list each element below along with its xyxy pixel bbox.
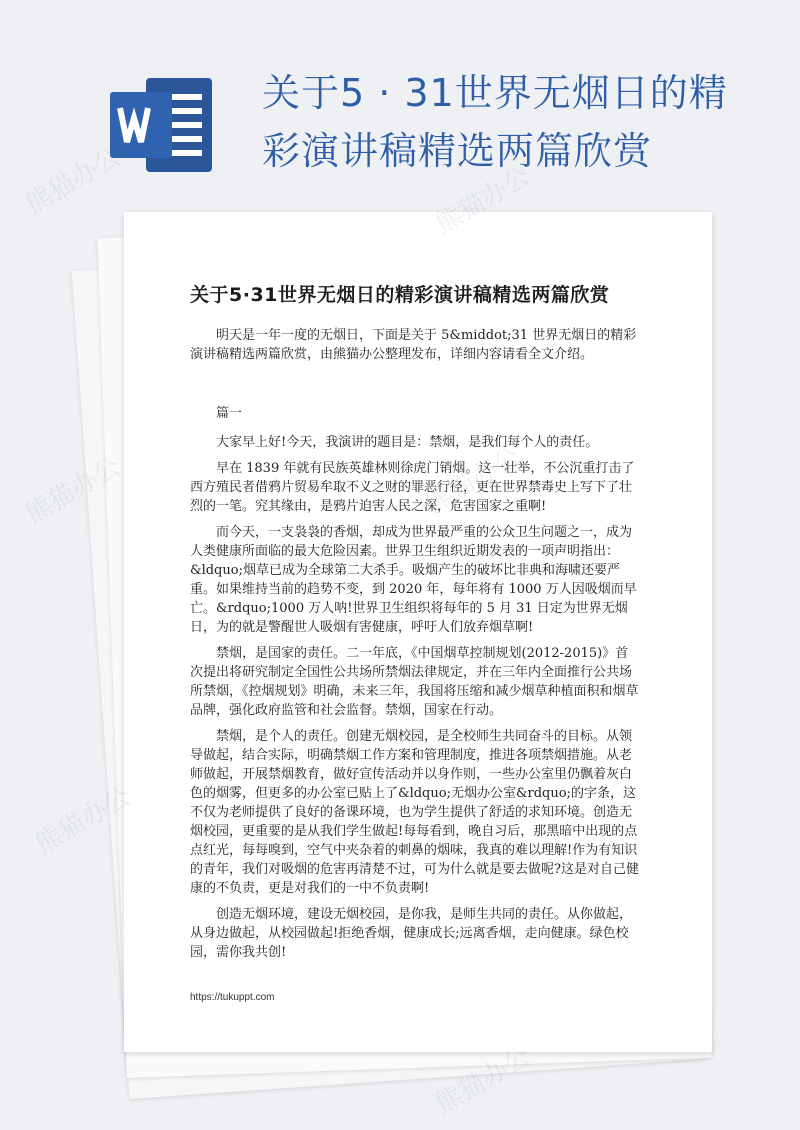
body-paragraph: 早在 1839 年就有民族英雄林则徐虎门销烟。这一壮举，不公沉重打击了西方殖民者借鸦片贸易牟取不义之财的罪恶行径，更在世界禁毒史上写下了壮烈的一笔。究其缘由，是鸦片迫害人民之深，危害国家之重啊! bbox=[190, 461, 635, 514]
watermark: 熊猫办公 bbox=[430, 161, 536, 240]
body-paragraph: 创造无烟环境，建设无烟校园，是你我，是师生共同的责任。从你做起，从身边做起，从校园做起!拒绝香烟，健康成长;远离香烟，走向健康。绿色校园，需你我共创! bbox=[190, 907, 633, 960]
header-banner bbox=[0, 0, 800, 210]
intro-paragraph: 明天是一年一度的无烟日，下面是关于 5&middot;31 世界无烟日的精彩演讲稿精选两篇欣赏，由熊猫办公整理发布，详细内容请看全文介绍。 bbox=[190, 328, 637, 362]
document-body bbox=[190, 326, 640, 969]
banner-title: 关于5 · 31世界无烟日的精彩演讲稿精选两篇欣赏 bbox=[262, 71, 728, 173]
watermark: 熊猫办公 bbox=[430, 1041, 536, 1120]
section-label: 篇一 bbox=[216, 406, 243, 421]
body-paragraph: 大家早上好!今天，我演讲的题目是：禁烟，是我们每个人的责任。 bbox=[216, 435, 599, 450]
watermark: 熊猫办公 bbox=[20, 451, 126, 530]
watermark: 熊猫办公 bbox=[30, 781, 136, 860]
body-paragraph: 而今天，一支袅袅的香烟，却成为世界最严重的公众卫生问题之一，成为人类健康所面临的最大危险因素。世界卫生组织近期发表的一项声明指出：&ldquo;烟草已成为全球第二大杀手。吸烟产生的破坏比非典和海啸还要严重。如果维持当前的趋势不变，到 2020 年，每年将有 1000 万人因吸烟而早亡。&rdquo;1000 万人呐!世界卫生组织将每年的 5 月 31 日定为世界无烟日，为的就是警醒世人吸烟有害健康，呼吁人们放弃烟草啊! bbox=[190, 525, 637, 635]
document-title: 关于5·31世界无烟日的精彩演讲稿精选两篇欣赏 bbox=[190, 284, 610, 306]
body-paragraph: 禁烟，是国家的责任。二一年底，《中国烟草控制规划(2012-2015)》首次提出将研究制定全国性公共场所禁烟法律规定，并在三年内全面推行公共场所禁烟，《控烟规划》明确，未来三年，我国将压缩和减少烟草种植面积和烟草品牌，强化政府监管和社会监督。禁烟，国家在行动。 bbox=[190, 646, 639, 718]
document-page bbox=[124, 212, 712, 1052]
watermark: 熊猫办公 bbox=[20, 141, 126, 220]
footer-link[interactable]: https://tukuppt.com bbox=[190, 992, 275, 1003]
word-icon bbox=[108, 70, 218, 180]
body-paragraph: 禁烟，是个人的责任。创建无烟校园，是全校师生共同奋斗的目标。从领导做起，结合实际，明确禁烟工作方案和管理制度，推进各项禁烟措施。从老师做起，开展禁烟教育，做好宣传活动并以身作则，一些办公室里仍飘着灰白色的烟雾，但更多的办公室已贴上了&ldquo;无烟办公室&rdquo;的字条，这不仅为老师提供了良好的备课环境，也为学生提供了舒适的求知环境。创造无烟校园，更重要的是从我们学生做起!每每看到，晚自习后，那黑暗中出现的点点红光，每每嗅到，空气中夹杂着的刺鼻的烟味，我真的难以理解!作为有知识的青年，我们对吸烟的危害再清楚不过，可为什么就是要去做呢?这是对自己健康的不负责，更是对我们的一中不负责啊! bbox=[190, 729, 639, 896]
